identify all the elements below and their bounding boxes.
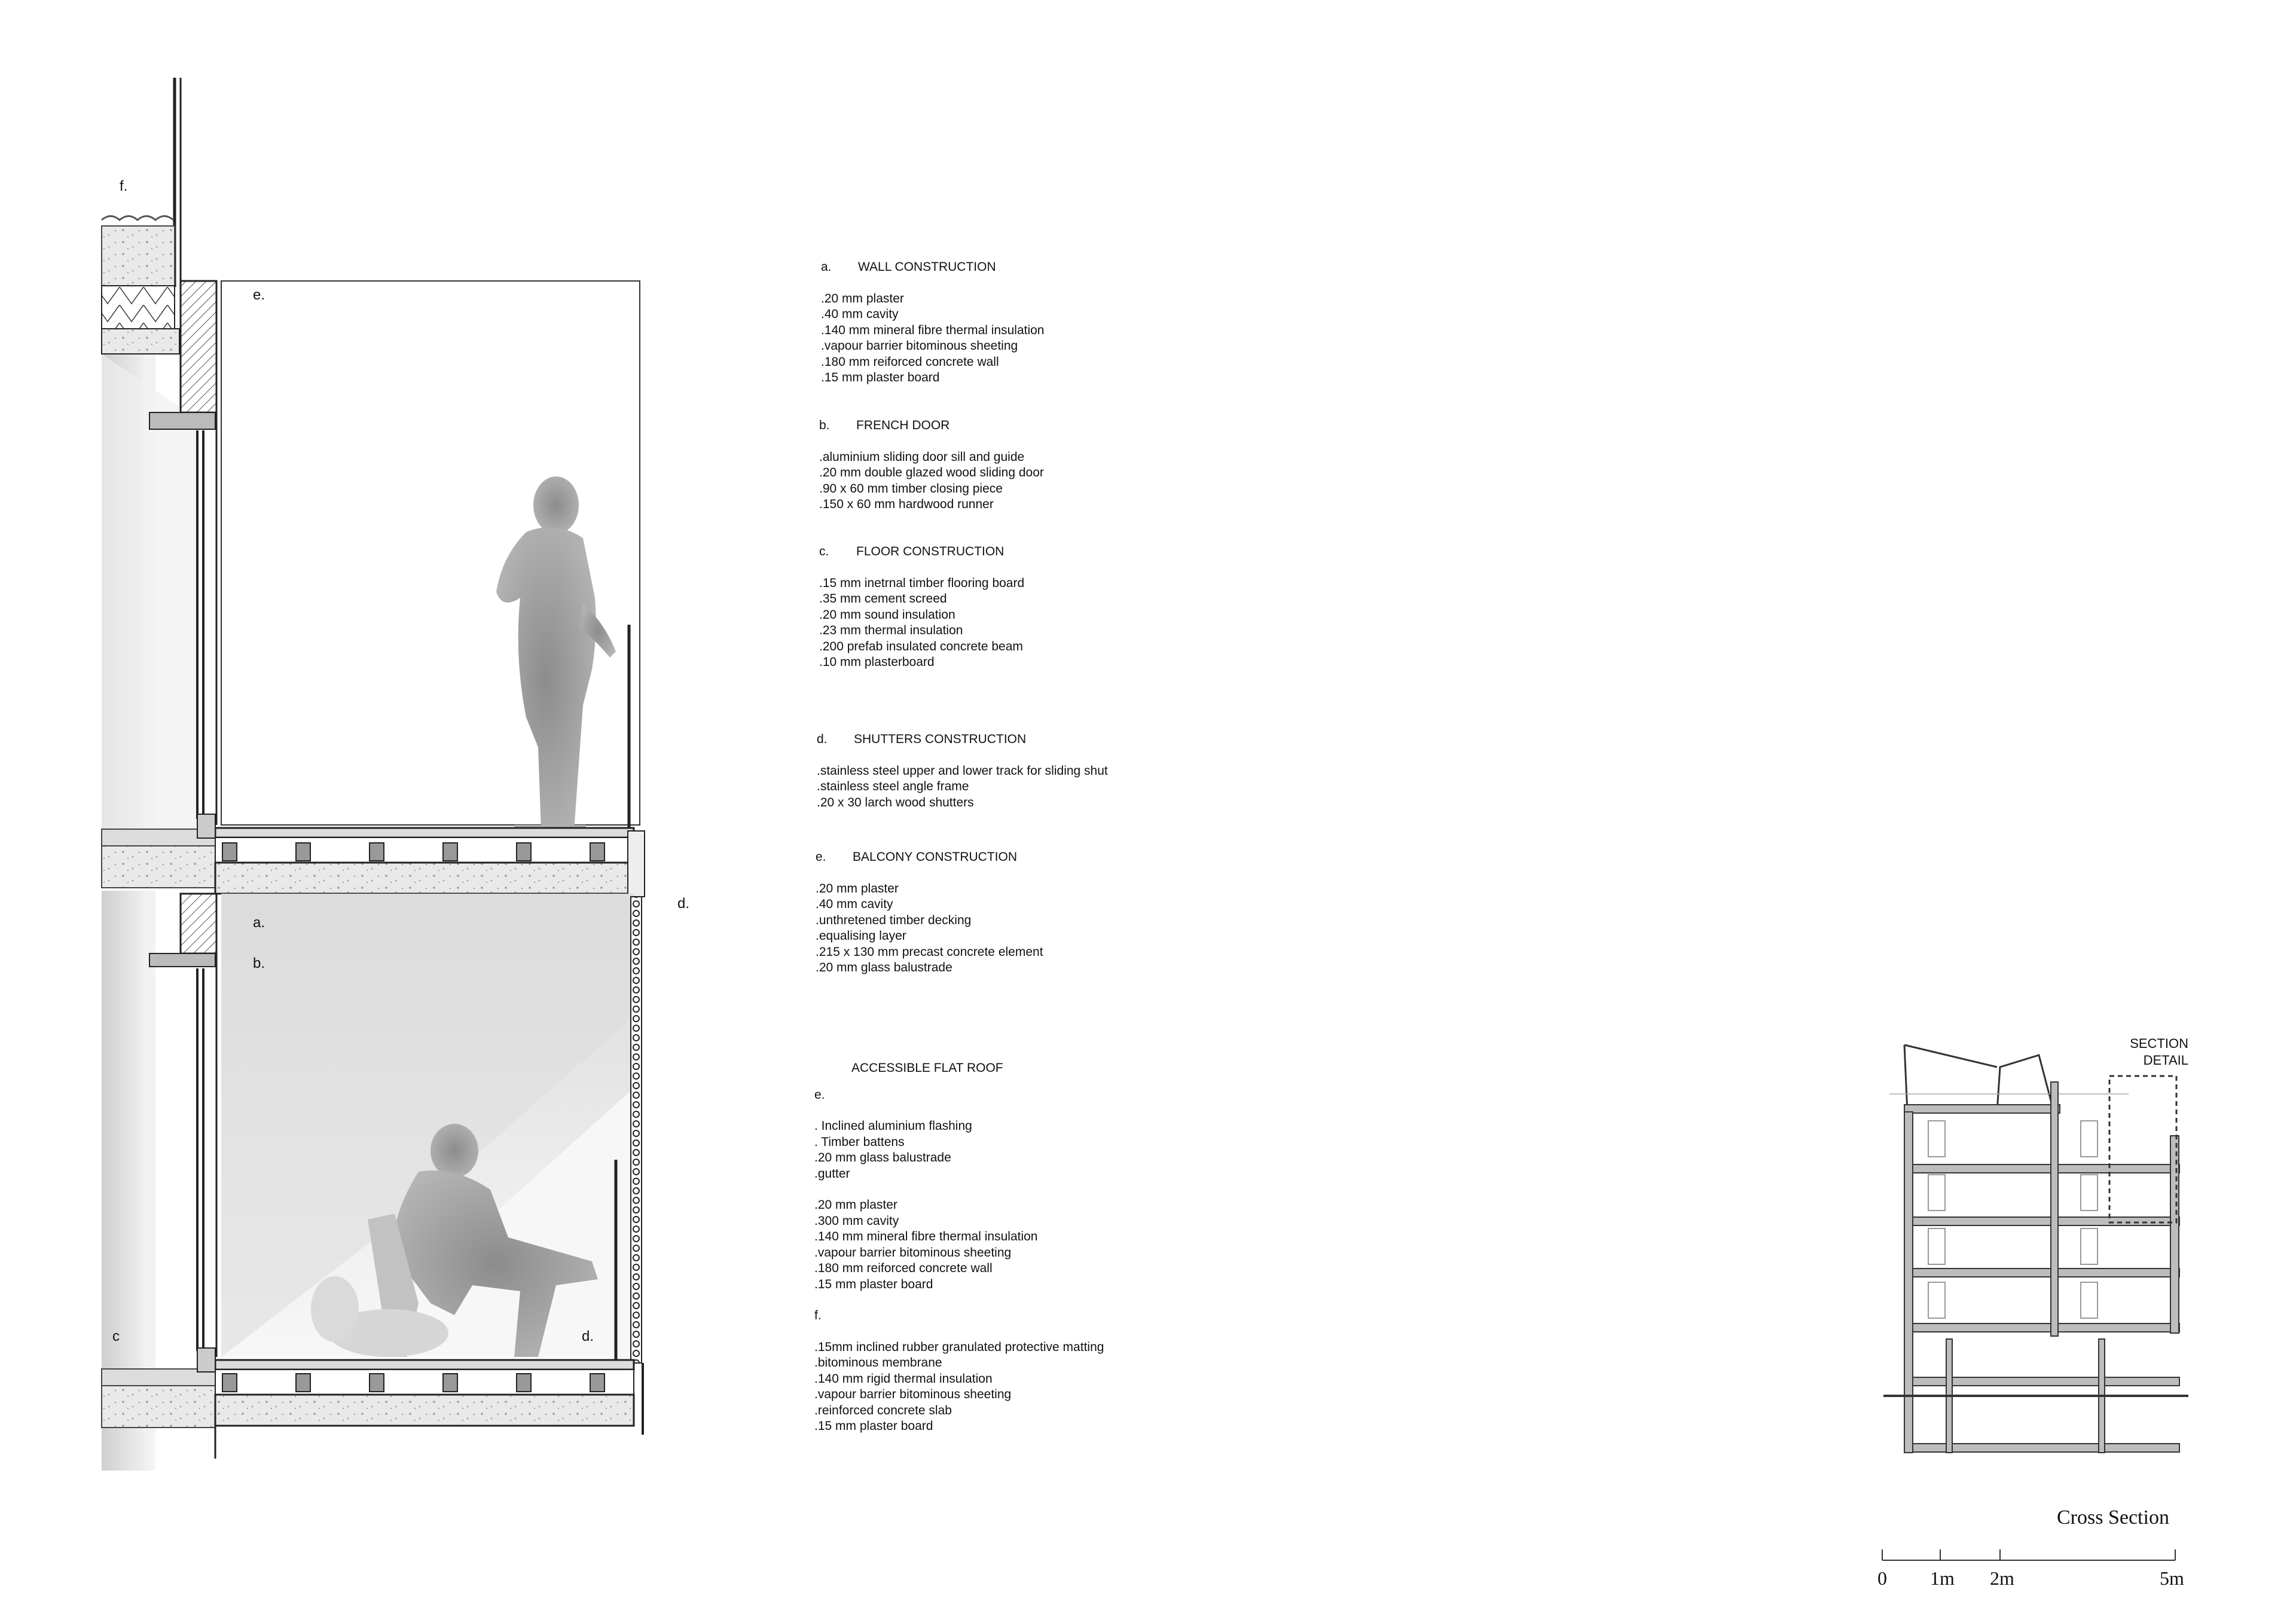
roof-parapet	[102, 78, 181, 354]
spec-item: .20 x 30 larch wood shutters	[817, 795, 974, 809]
label-f: f.	[120, 178, 128, 194]
spec-item: .215 x 130 mm precast concrete element	[816, 945, 1043, 959]
scale-label-0: 0	[1877, 1567, 1887, 1589]
spec-letter: a.	[821, 260, 832, 274]
spec-item: .reinforced concrete slab	[814, 1403, 952, 1417]
spec-roof	[814, 1060, 1104, 1435]
spec-item: .15mm inclined rubber granulated protective matting	[814, 1340, 1104, 1354]
spec-wall	[821, 259, 1045, 386]
spec-item: .20 mm glass balustrade	[816, 961, 952, 974]
spec-letter: b.	[819, 418, 830, 432]
spec-item: .aluminium sliding door sill and guide	[819, 450, 1025, 464]
spec-item: .300 mm cavity	[814, 1214, 899, 1228]
spec-item: .20 mm plaster	[821, 291, 904, 305]
spec-item: .90 x 60 mm timber closing piece	[819, 481, 1003, 496]
spec-item: .150 x 60 mm hardwood runner	[819, 497, 994, 511]
spec-item: .10 mm plasterboard	[819, 655, 935, 669]
spec-item: .35 mm cement screed	[819, 592, 947, 606]
spec-floor	[819, 544, 1024, 671]
spec-item: .equalising layer	[816, 929, 906, 943]
scale-label-1m: 1m	[1930, 1567, 1955, 1589]
spec-item: . Timber battens	[814, 1135, 905, 1149]
interior-room-bottom	[102, 1432, 155, 1471]
french-door-upper	[197, 430, 203, 819]
spec-letter: e.	[816, 850, 826, 864]
spec-title: WALL CONSTRUCTION	[858, 260, 996, 274]
spec-item: .140 mm mineral fibre thermal insulation	[821, 323, 1045, 337]
spec-item: .140 mm rigid thermal insulation	[814, 1371, 993, 1386]
spec-title: ACCESSIBLE FLAT ROOF	[851, 1061, 1003, 1075]
label-d-upper: d.	[677, 895, 690, 912]
cross-section-inset	[1883, 1045, 2188, 1453]
floor-slab-lower	[102, 1348, 643, 1459]
spec-item: .15 mm plaster board	[814, 1277, 933, 1291]
spec-letter: c.	[819, 545, 829, 558]
spec-item: .stainless steel angle frame	[817, 780, 969, 793]
spec-item: .vapour barrier bitominous sheeting	[821, 339, 1018, 353]
sliding-shutters	[631, 897, 642, 1363]
section-label-line2: DETAIL	[2143, 1053, 2188, 1068]
spec-title: BALCONY CONSTRUCTION	[853, 850, 1017, 864]
spec-item: .20 mm sound insulation	[819, 607, 955, 622]
scale-label-2m: 2m	[1990, 1567, 2014, 1589]
shutter-track-upper	[628, 831, 645, 897]
wall-construction-lower	[149, 894, 216, 1357]
spec-letter: f.	[814, 1309, 822, 1322]
label-c: c	[112, 1328, 120, 1344]
label-e: e.	[253, 287, 265, 303]
french-door-lower	[197, 968, 203, 1351]
spec-item: .vapour barrier bitominous sheeting	[814, 1387, 1012, 1401]
spec-item: .200 prefab insulated concrete beam	[819, 639, 1023, 653]
spec-item: .20 mm glass balustrade	[814, 1151, 951, 1164]
spec-letter: d.	[817, 732, 828, 746]
spec-item: .20 mm plaster	[816, 881, 899, 895]
spec-item: .140 mm mineral fibre thermal insulation	[814, 1230, 1038, 1243]
spec-item: .15 mm inetrnal timber flooring board	[819, 576, 1025, 590]
spec-item: .stainless steel upper and lower track for sliding shut	[817, 763, 1108, 778]
spec-item: .gutter	[814, 1166, 850, 1181]
spec-item: . Inclined aluminium flashing	[814, 1119, 972, 1133]
label-d-lower: d.	[582, 1328, 594, 1344]
scale-bar	[1882, 1549, 2175, 1560]
spec-item: .20 mm double glazed wood sliding door	[819, 466, 1044, 479]
spec-item: .15 mm plaster board	[814, 1419, 933, 1433]
spec-item: .15 mm plaster board	[821, 371, 940, 384]
spec-letter: e.	[814, 1087, 825, 1102]
section-label-line1: SECTION	[2130, 1036, 2188, 1051]
spec-item: .40 mm cavity	[816, 897, 893, 911]
spec-item: .40 mm cavity	[821, 307, 899, 321]
spec-title: FRENCH DOOR	[856, 418, 950, 432]
section-detail-label	[2117, 1035, 2188, 1069]
spec-item: .180 mm reiforced concrete wall	[814, 1261, 993, 1275]
label-b: b.	[253, 955, 265, 971]
cross-section-title: Cross Section	[2057, 1506, 2169, 1529]
spec-door	[819, 418, 1044, 513]
spec-item: .bitominous membrane	[814, 1356, 942, 1370]
spec-title: SHUTTERS CONSTRUCTION	[854, 732, 1027, 746]
spec-balcony	[816, 849, 1043, 976]
spec-item: .unthretened timber decking	[816, 913, 972, 927]
spec-item: .20 mm plaster	[814, 1198, 897, 1212]
spec-item: .vapour barrier bitominous sheeting	[814, 1245, 1012, 1260]
spec-title: FLOOR CONSTRUCTION	[856, 545, 1004, 558]
spec-item: .180 mm reiforced concrete wall	[821, 354, 999, 369]
label-a: a.	[253, 915, 265, 931]
spec-item: .23 mm thermal insulation	[819, 623, 963, 637]
spec-shutters	[817, 732, 1108, 811]
scale-label-5m: 5m	[2160, 1567, 2184, 1589]
